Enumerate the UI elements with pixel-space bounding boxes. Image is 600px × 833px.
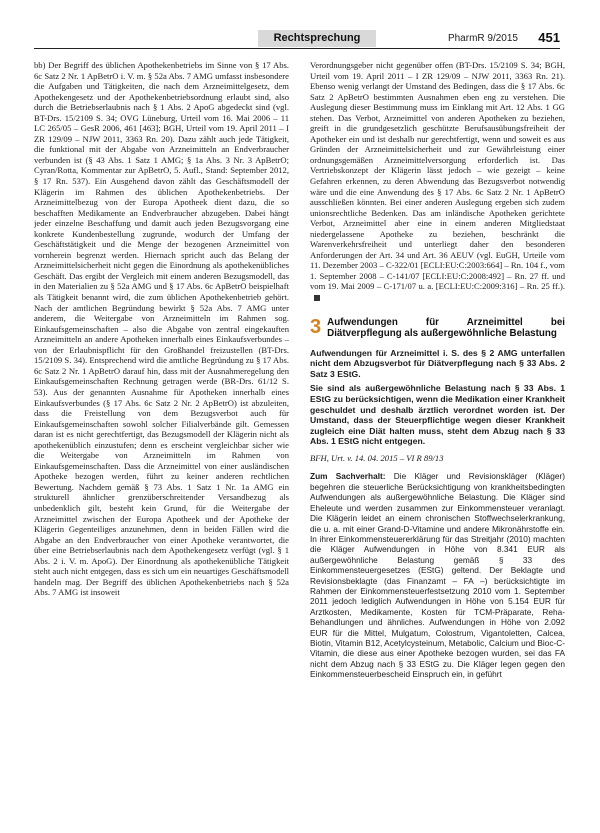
headnote-1: Aufwendungen für Arzneimittel i. S. des § 2 AMG unterfallen nicht dem Abzugsverbot für Diätverpflegung nach § 33 Abs. 2 Satz 3 EStG. — [310, 347, 565, 379]
facts-lead: Zum Sachverhalt: — [310, 471, 386, 482]
issue-label: PharmR 9/2015 — [447, 33, 518, 44]
right-column-body: Verordnungsgeber nicht gegenüber offen (BT-Drs. 15/2109 S. 34; BGH, Urteil vom 19. April 2011 – I ZR 129/09 – NJW 2011, 3363 Rn. 21). Ebenso wenig verlangt der Umstand des Bedingen, dass die § 17 Abs. 6c Satz 2 ApBetrO bestimmten Ausnahmen eben eng zu verstehen. Die Auslegung dieser Bestimmung muss im Einklang mit Art. 12 Abs. 1 GG stehen. Das Verbot, Arzneimittel von anderen Apotheken zu beziehen, greift in die grundgesetzlich geschützte Berufsausübungsfreiheit der Apotheker ein und ist deshalb nur gerechtfertigt, wenn und soweit es aus Gründen der Arzneimittelsicherheit und zur Gewährleistung einer ordnungsgemäßen Arzneimittelversorgung erforderlich ist. Das Vertriebskonzept der Klägerin lässt jedoch – wie gezeigt – keine Gefahren erkennen, zu deren Abwendung das Bezugsverbot notwendig wäre und die eine Anwendung des § 17 Abs. 6c Satz 2 Nr. 1 ApBetrO ausschließen könnten. Bei einer anderen Auslegung ergeben sich zudem unionsrechtliche Bedenken. Das am inländische Apotheken gerichtete Verbot, Arzneimittel aber eine in einem anderen Mitgliedstaat niedergelassene Apotheke zu beziehen, beschränkt die Warenverkehrsfreiheit und unterliegt daher den besonderen Anforderungen der Art. 34 und Art. 36 AEUV (vgl. EuGH, Urteile vom 11. Dezember 2003 – C-322/01 [ECLI:EU:C:2003:664] – Rn. 104 f., vom 1. September 2008 – C-141/07 [ECLI:EU:C:2008:492] – Rn. 27 ff. und vom 19. Mai 2009 – C-171/07 u. a. [ECLI:EU:C:2009:316] – Rn. 25 ff.). — [310, 60, 565, 292]
facts-text: Die Kläger und Revisionskläger (Kläger) begehren die steuerliche Berücksichtigung von krankheitsbedingten Aufwendungen als außergewöhnliche Belastung. Die Kläger sind Eheleute und werden zusammen zur Einkommensteuer veranlagt. Die Klägerin leidet an einem chronischen Stoffwechselerkrankung, die u. a. mit einer Grand-D-Vitamine und andere Mikronährstoffe ein. In ihrer Einkommensteuererklärung für das Streitjahr (2010) machten die Kläger Aufwendungen in Höhe von 8.341 EUR als außergewöhnliche Belastung gemäß § 33 des Einkommensteuergesetzes (EStG) geltend. Der Beklagte und Revisionsbeklagte (das Finanzamt – FA –) berücksichtigte im Rahmen der Einkommensteuerfestsetzung 2010 vom 1. September 2011 jedoch lediglich Aufwendungen in Höhe von 5.154 EUR für Arztkosten, Medikamente, Kosten für TCM-Präparate, Reha-Behandlungen und ähnliches. Aufwendungen in Höhe von 2.092 EUR für die Mittel, Mulgatum, Colostrum, Vigantoletten, Calcea, Biotin, Vitamin B12, Acetylcysteinum, Metabolic, Calcium und Bioc-C-Vitamin, die diese aus einer Apotheke bezogen wurden, sei das FA nicht dem Abzug nach § 33 EStG zu. Die Kläger legen gegen den Einkommensteuerbescheid Einspruch ein, in geführt — [310, 471, 565, 680]
section-title: Aufwendungen für Arzneimittel bei Diätverpflegung als außergewöhnliche Belastung — [327, 316, 565, 340]
right-column — [310, 60, 565, 830]
section-heading — [310, 317, 565, 340]
left-column — [34, 60, 289, 830]
headnote-2: Sie sind als außergewöhnliche Belastung nach § 33 Abs. 1 EStG zu berücksichtigen, wenn die Medikation einer Krankheit geschuldet und deshalb ärztlich verordnet worden ist. Der Umstand, dass der Steuerpflichtige wegen dieser Krankheit zugleich eine Diät halten muss, steht dem Abzug nach § 33 Abs. 1 EStG nicht entgegen. — [310, 383, 565, 447]
section-number: 3 — [310, 315, 322, 338]
right-column-text — [310, 60, 565, 303]
facts-paragraph — [310, 471, 565, 679]
page-header — [34, 30, 560, 49]
end-of-article-icon — [314, 295, 320, 301]
page-number: 451 — [538, 30, 560, 45]
section-label: Rechtsprechung — [258, 30, 376, 47]
headnote — [310, 348, 565, 447]
citation: BFH, Urt. v. 14. 04. 2015 – VI R 89/13 — [310, 452, 444, 463]
left-column-text: bb) Der Begriff des üblichen Apothekenbetriebs im Sinne von § 17 Abs. 6c Satz 2 Nr. 1 ApBetrO i. V. m. § 52a Abs. 7 AMG umfasst insbesondere die Aufgaben und Tätigkeiten, die nach dem Arzneimittelgesetz, dem Apothekengesetz und der Apothekenbetriebsordnung erlaubt sind, also durch die Betriebserlaubnis nach § 1 Abs. 2 ApoG abgedeckt sind (vgl. BT-Drs. 15/2109 S. 34; OVG Lüneburg, Urteil vom 16. Mai 2006 – 11 LC 265/05 – GesR 2006, 461 [463]; BGH, Urteil vom 19. April 2011 – I ZR 129/09 – NJW 2011, 3363 Rn. 20). Dazu zählt auch jede Tätigkeit, die funktional mit der Abgabe von Arzneimitteln an Endverbraucher verbunden ist (§ 43 Abs. 1 Satz 1 AMG; § 1a Abs. 3 Nr. 3 ApBetrO; Cyran/Rotta, Kommentar zur ApBetrO, 5. Aufl., Stand: September 2012, § 17 Rn. 537). Ein Ausgehend davon zählt das Geschäftsmodell der Klägerin im Rahmen des üblichen Apothekenbetriebs. Der Arzneimittelbezug von der Europa Apotheek dient dazu, die so beschafften Medikamente an Endverbraucher abzugeben. Dabei hängt jeder einzelne Beschaffung und damit auch jeden Bezugsvorgang eine konkrete Kundenbestellung zugrunde, wodurch der Umfang der Geschäftstätigkeit und die Menge der bezogenen Arzneimittel von vornherein begrenzt werden. Hiernach spricht auch das Belang der Arzneimittelsicherheit nicht gegen die Einordnung als apothekenübliches Geschäft. Das ergibt der Vergleich mit einem anderen Bezugsmodell, das in den Materialien zu § 52a AMG und § 17 Abs. 6c ApBetrO beispielhaft als Tätigkeit benannt wird, die zum üblichen Apothekenbetrieb gehört. Nach der amtlichen Begründung bewirkt § 52a Abs. 7 AMG unter anderem, die Weitergabe von Arzneimitteln im Rahmen sog. Einkaufsgemeinschaften – also die Abgabe von zentral eingekauften Arzneimitteln an andere Apotheken innerhalb eines Einkaufsverbundes – von der Erlaubnispflicht für den Großhandel freizustellen (BT-Drs. 15/2109 S. 34). Entsprechend wird die amtliche Begründung zu § 17 Abs. 6c Satz 2 Nr. 1 ApBetrO darauf hin, dass mit der Ausnahmeregelung den Einkaufsgemeinschaften Rechnung getragen werde (BR-Drs. 61/12 S. 53). Aus der genannten Ausnahme für Apotheken innerhalb eines Einkaufsverbundes (§ 17 Abs. 6c Satz 2 Nr. 2 ApBetrO) ist abzuleiten, dass die Freistellung von dem Bezugsverbot auch für Einkaufsgemeinschaften sowohl solcher Filialverbände gilt. Gemessen daran ist es nicht gerechtfertigt, das Bezugsmodell der Klägerin nicht als apothekenüblich einzustufen; denn es erscheint vergleichbar sicher wie die Weitergabe von Arzneimitteln im Rahmen von Einkaufsgemeinschaften. Dass die Arzneimittel von einer ausländischen Apotheke bezogen werden, führt zu keiner anderen rechtlichen Bewertung. Nachdem gemäß § 73 Abs. 1 Satz 1 Nr. 1a AMG ein strukturell ähnlicher grenzüberschreitender Versandbezug als unbedenklich gilt, besteht kein Grund, für die Weitergabe der Arzneimittel zwischen der Europa Apotheek und der Apotheke der Klägerin Gegenteiliges anzunehmen, denn in beiden Fällen wird die Abgabe an den Endverbraucher von einer Apotheke verantwortet, die über eine Betriebserlaubnis nach dem Apothekengesetz verfügt (vgl. § 1 Abs. 2 i. V. m. ApoG). Der Einordnung als apothekenübliche Tätigkeit steht auch nicht entgegen, dass es sich um ein neuartiges Geschäftsmodell handeln mag. Der Begriff des üblichen Apothekenbetriebs nach § 52a Abs. 7 AMG ist insoweit — [34, 60, 289, 598]
